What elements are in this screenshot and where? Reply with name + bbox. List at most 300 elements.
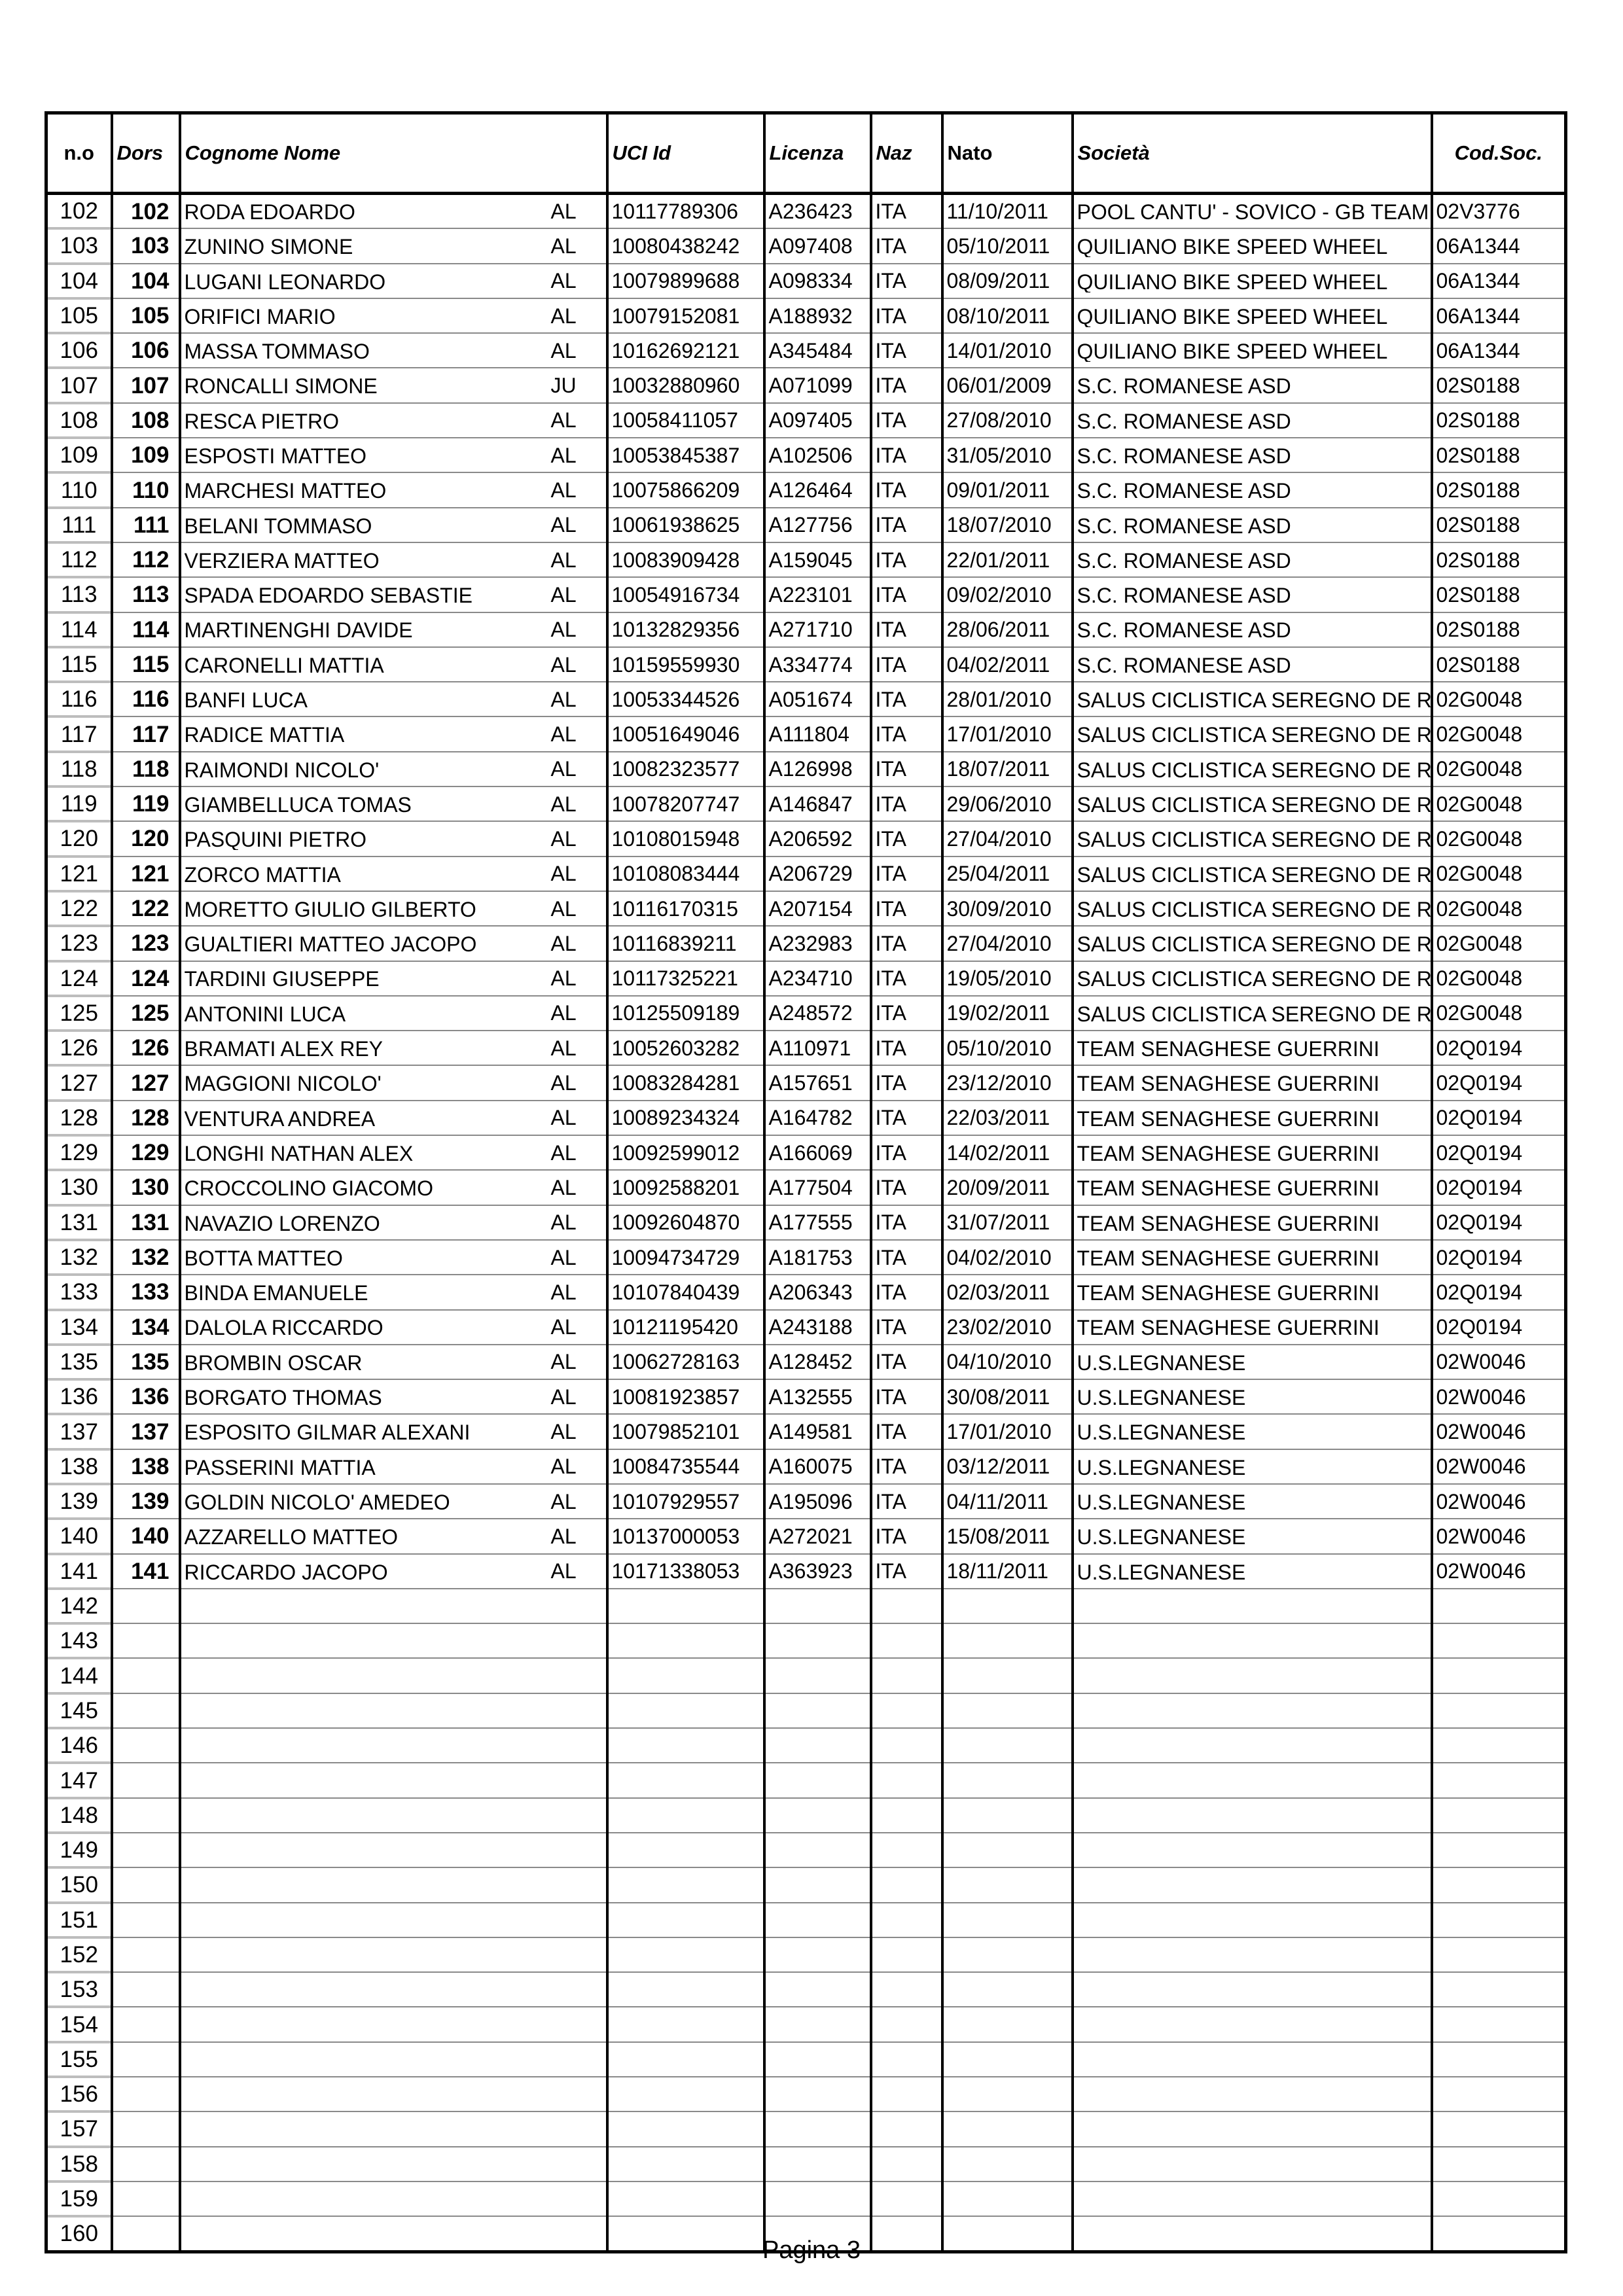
cell-nato: 04/02/2010 <box>942 1240 1073 1275</box>
cell-codsoc: 02Q0194 <box>1432 1170 1566 1205</box>
cell-licenza: A126464 <box>764 472 871 507</box>
cell-no: 150 <box>46 1867 112 1902</box>
cell-no: 134 <box>46 1310 112 1345</box>
cell-nato <box>942 2147 1073 2181</box>
cell-name <box>180 1101 607 1135</box>
cell-naz: ITA <box>871 1519 942 1553</box>
cell-dors: 126 <box>112 1031 180 1065</box>
cell-name <box>180 1589 607 1623</box>
cell-dors: 140 <box>112 1519 180 1553</box>
cell-uci-id: 10053344526 <box>607 682 764 716</box>
cell-name <box>180 1937 607 1972</box>
cell-no: 133 <box>46 1275 112 1309</box>
cell-nato: 23/02/2010 <box>942 1310 1073 1345</box>
cell-no: 122 <box>46 891 112 926</box>
cell-societa <box>1073 1310 1432 1345</box>
cell-uci-id: 10107929557 <box>607 1484 764 1519</box>
cell-licenza: A051674 <box>764 682 871 716</box>
cell-uci-id: 10083284281 <box>607 1065 764 1100</box>
cell-licenza: A206592 <box>764 821 871 856</box>
table-row <box>46 752 1566 786</box>
team-name: SALUS CICLISTICA SEREGNO DE R <box>1077 829 1432 851</box>
team-name: POOL CANTU' - SOVICO - GB TEAM <box>1077 202 1429 223</box>
cell-codsoc: 02S0188 <box>1432 612 1566 647</box>
cell-no: 140 <box>46 1519 112 1553</box>
table-row <box>46 1728 1566 1763</box>
table-row <box>46 1101 1566 1135</box>
table-row <box>46 891 1566 926</box>
cell-codsoc: 02S0188 <box>1432 647 1566 682</box>
cell-dors <box>112 2181 180 2216</box>
athlete-category: AL <box>550 478 577 503</box>
cell-societa <box>1073 2111 1432 2146</box>
cell-nato: 27/04/2010 <box>942 821 1073 856</box>
cell-naz: ITA <box>871 298 942 333</box>
cell-naz: ITA <box>871 821 942 856</box>
cell-naz <box>871 2007 942 2041</box>
cell-codsoc: 02G0048 <box>1432 716 1566 751</box>
table-row <box>46 368 1566 402</box>
cell-naz: ITA <box>871 1135 942 1170</box>
cell-nato <box>942 1658 1073 1693</box>
cell-no: 108 <box>46 403 112 438</box>
cell-name <box>180 403 607 438</box>
cell-licenza <box>764 2077 871 2111</box>
cell-naz: ITA <box>871 1345 942 1379</box>
header-codsoc: Cod.Soc. <box>1432 113 1566 194</box>
cell-no: 104 <box>46 264 112 298</box>
cell-name <box>180 1484 607 1519</box>
cell-name <box>180 508 607 542</box>
cell-naz: ITA <box>871 368 942 402</box>
athlete-category: AL <box>550 1140 577 1165</box>
cell-nato <box>942 2077 1073 2111</box>
table-row <box>46 926 1566 961</box>
cell-licenza <box>764 2042 871 2077</box>
cell-licenza: A234710 <box>764 961 871 996</box>
cell-nato: 28/06/2011 <box>942 612 1073 647</box>
cell-no: 153 <box>46 1972 112 2007</box>
athlete-name: MARCHESI MATTEO <box>184 480 387 502</box>
cell-nato: 31/05/2010 <box>942 438 1073 472</box>
cell-uci-id <box>607 1972 764 2007</box>
cell-dors: 114 <box>112 612 180 647</box>
cell-societa <box>1073 1763 1432 1797</box>
cell-name <box>180 298 607 333</box>
cell-naz <box>871 1693 942 1728</box>
cell-dors: 115 <box>112 647 180 682</box>
cell-name <box>180 1065 607 1100</box>
cell-codsoc: 02V3776 <box>1432 194 1566 229</box>
cell-naz: ITA <box>871 264 942 298</box>
cell-licenza: A207154 <box>764 891 871 926</box>
athlete-name: AZZARELLO MATTEO <box>184 1527 399 1548</box>
cell-naz: ITA <box>871 996 942 1031</box>
athlete-name: DALOLA RICCARDO <box>184 1317 383 1339</box>
athlete-category: AL <box>550 1106 577 1130</box>
cell-dors: 133 <box>112 1275 180 1309</box>
athlete-category: AL <box>550 1524 577 1548</box>
cell-no: 123 <box>46 926 112 961</box>
team-name: SALUS CICLISTICA SEREGNO DE R <box>1077 934 1432 955</box>
athlete-category: AL <box>550 652 577 677</box>
cell-dors: 109 <box>112 438 180 472</box>
cell-uci-id: 10058411057 <box>607 403 764 438</box>
cell-societa <box>1073 891 1432 926</box>
cell-nato: 03/12/2011 <box>942 1449 1073 1484</box>
athlete-category: AL <box>550 1280 577 1304</box>
cell-societa <box>1073 857 1432 891</box>
athlete-category: AL <box>550 1210 577 1235</box>
cell-uci-id: 10079852101 <box>607 1414 764 1449</box>
cell-nato: 14/01/2010 <box>942 333 1073 368</box>
cell-uci-id <box>607 1833 764 1867</box>
cell-licenza: A097408 <box>764 228 871 263</box>
cell-codsoc <box>1432 1833 1566 1867</box>
cell-naz <box>871 1903 942 1937</box>
cell-nato: 09/01/2011 <box>942 472 1073 507</box>
cell-societa <box>1073 1798 1432 1833</box>
cell-societa <box>1073 1693 1432 1728</box>
cell-dors: 107 <box>112 368 180 402</box>
cell-societa <box>1073 1170 1432 1205</box>
cell-licenza: A127756 <box>764 508 871 542</box>
cell-no: 125 <box>46 996 112 1031</box>
cell-no: 144 <box>46 1658 112 1693</box>
cell-no: 136 <box>46 1379 112 1414</box>
cell-naz: ITA <box>871 891 942 926</box>
cell-name <box>180 1693 607 1728</box>
athlete-category: AL <box>550 200 577 224</box>
athlete-name: ESPOSITO GILMAR ALEXANI <box>184 1422 471 1443</box>
cell-no: 109 <box>46 438 112 472</box>
cell-naz: ITA <box>871 1170 942 1205</box>
cell-societa <box>1073 1972 1432 2007</box>
cell-licenza: A363923 <box>764 1554 871 1589</box>
cell-name <box>180 926 607 961</box>
cell-codsoc: 06A1344 <box>1432 228 1566 263</box>
athlete-name: RODA EDOARDO <box>184 202 355 223</box>
cell-no: 128 <box>46 1101 112 1135</box>
cell-naz: ITA <box>871 1554 942 1589</box>
cell-licenza: A271710 <box>764 612 871 647</box>
table-row <box>46 716 1566 751</box>
table-row <box>46 2042 1566 2077</box>
cell-societa <box>1073 1728 1432 1763</box>
cell-codsoc: 02S0188 <box>1432 542 1566 577</box>
table-row <box>46 1798 1566 1833</box>
cell-dors: 135 <box>112 1345 180 1379</box>
cell-codsoc: 02Q0194 <box>1432 1310 1566 1345</box>
table-row <box>46 1519 1566 1553</box>
cell-uci-id: 10137000053 <box>607 1519 764 1553</box>
athlete-category: AL <box>550 234 577 258</box>
athlete-name: TARDINI GIUSEPPE <box>184 968 380 990</box>
cell-no: 103 <box>46 228 112 263</box>
cell-nato: 28/01/2010 <box>942 682 1073 716</box>
header-societa: Società <box>1073 113 1432 194</box>
cell-licenza <box>764 1623 871 1658</box>
cell-uci-id: 10080438242 <box>607 228 764 263</box>
athlete-name: VENTURA ANDREA <box>184 1108 376 1129</box>
cell-naz <box>871 1728 942 1763</box>
cell-societa <box>1073 2181 1432 2216</box>
team-name: QUILIANO BIKE SPEED WHEEL <box>1077 236 1388 258</box>
cell-dors: 119 <box>112 786 180 821</box>
cell-name <box>180 1519 607 1553</box>
cell-licenza: A146847 <box>764 786 871 821</box>
cell-name <box>180 1449 607 1484</box>
cell-codsoc: 06A1344 <box>1432 264 1566 298</box>
cell-codsoc: 02G0048 <box>1432 857 1566 891</box>
cell-codsoc <box>1432 1728 1566 1763</box>
athlete-name: SPADA EDOARDO SEBASTIE <box>184 585 473 607</box>
athlete-name: BORGATO THOMAS <box>184 1387 382 1409</box>
cell-societa <box>1073 1519 1432 1553</box>
cell-nato: 18/11/2011 <box>942 1554 1073 1589</box>
cell-licenza: A159045 <box>764 542 871 577</box>
table-row <box>46 1867 1566 1902</box>
cell-codsoc: 02W0046 <box>1432 1449 1566 1484</box>
cell-uci-id <box>607 2147 764 2181</box>
cell-dors <box>112 1763 180 1797</box>
table-row <box>46 2147 1566 2181</box>
cell-name <box>180 542 607 577</box>
cell-no: 130 <box>46 1170 112 1205</box>
cell-nato: 04/10/2010 <box>942 1345 1073 1379</box>
athlete-name: BANFI LUCA <box>184 690 308 711</box>
cell-societa <box>1073 2042 1432 2077</box>
table-row <box>46 298 1566 333</box>
cell-licenza: A071099 <box>764 368 871 402</box>
athlete-category: AL <box>550 1001 577 1025</box>
cell-codsoc <box>1432 1623 1566 1658</box>
cell-no: 154 <box>46 2007 112 2041</box>
cell-societa <box>1073 368 1432 402</box>
cell-naz: ITA <box>871 1379 942 1414</box>
cell-societa <box>1073 716 1432 751</box>
cell-nato <box>942 1903 1073 1937</box>
cell-nato: 30/09/2010 <box>942 891 1073 926</box>
team-name: S.C. ROMANESE ASD <box>1077 585 1291 607</box>
cell-licenza <box>764 1798 871 1833</box>
cell-naz: ITA <box>871 1065 942 1100</box>
table-row <box>46 1170 1566 1205</box>
cell-licenza: A248572 <box>764 996 871 1031</box>
cell-societa <box>1073 542 1432 577</box>
team-name: SALUS CICLISTICA SEREGNO DE R <box>1077 968 1432 990</box>
cell-uci-id: 10084735544 <box>607 1449 764 1484</box>
cell-uci-id <box>607 1589 764 1623</box>
cell-naz: ITA <box>871 1484 942 1519</box>
cell-no: 146 <box>46 1728 112 1763</box>
cell-name <box>180 857 607 891</box>
cell-name <box>180 1798 607 1833</box>
team-name: TEAM SENAGHESE GUERRINI <box>1077 1073 1380 1095</box>
table-row <box>46 1623 1566 1658</box>
athlete-category: AL <box>550 1175 577 1199</box>
cell-name <box>180 194 607 229</box>
cell-licenza <box>764 1693 871 1728</box>
table-row <box>46 1310 1566 1345</box>
cell-codsoc <box>1432 2147 1566 2181</box>
table-row <box>46 1763 1566 1797</box>
cell-nato: 18/07/2011 <box>942 752 1073 786</box>
cell-codsoc <box>1432 1693 1566 1728</box>
cell-societa <box>1073 1833 1432 1867</box>
athlete-name: LUGANI LEONARDO <box>184 271 386 292</box>
athlete-name: LONGHI NATHAN ALEX <box>184 1142 414 1164</box>
cell-codsoc <box>1432 1903 1566 1937</box>
cell-uci-id: 10032880960 <box>607 368 764 402</box>
table-row <box>46 786 1566 821</box>
athlete-name: BOTTA MATTEO <box>184 1247 343 1269</box>
cell-dors <box>112 1937 180 1972</box>
cell-dors <box>112 1589 180 1623</box>
cell-nato: 30/08/2011 <box>942 1379 1073 1414</box>
athlete-name: GIAMBELLUCA TOMAS <box>184 794 412 815</box>
cell-dors: 118 <box>112 752 180 786</box>
cell-codsoc <box>1432 1972 1566 2007</box>
cell-no: 107 <box>46 368 112 402</box>
cell-naz: ITA <box>871 647 942 682</box>
cell-societa <box>1073 1937 1432 1972</box>
cell-licenza: A164782 <box>764 1101 871 1135</box>
cell-societa <box>1073 612 1432 647</box>
cell-name <box>180 1240 607 1275</box>
cell-naz <box>871 1833 942 1867</box>
cell-nato: 31/07/2011 <box>942 1205 1073 1240</box>
cell-name <box>180 438 607 472</box>
cell-no: 137 <box>46 1414 112 1449</box>
cell-licenza: A149581 <box>764 1414 871 1449</box>
cell-licenza: A181753 <box>764 1240 871 1275</box>
cell-name <box>180 1658 607 1693</box>
cell-naz <box>871 2111 942 2146</box>
table-row <box>46 682 1566 716</box>
athlete-category: AL <box>550 1245 577 1269</box>
table-row <box>46 2007 1566 2041</box>
table-row <box>46 612 1566 647</box>
cell-uci-id <box>607 1623 764 1658</box>
cell-uci-id <box>607 1903 764 1937</box>
header-licenza: Licenza <box>764 113 871 194</box>
athlete-name: GOLDIN NICOLO' AMEDEO <box>184 1491 450 1513</box>
cell-no: 118 <box>46 752 112 786</box>
cell-naz: ITA <box>871 577 942 612</box>
cell-uci-id: 10079899688 <box>607 264 764 298</box>
cell-no: 124 <box>46 961 112 996</box>
athlete-name: ORIFICI MARIO <box>184 306 336 327</box>
athlete-category: AL <box>550 792 577 816</box>
cell-licenza: A126998 <box>764 752 871 786</box>
athlete-category: AL <box>550 548 577 572</box>
cell-licenza: A111804 <box>764 716 871 751</box>
table-body <box>46 194 1566 2252</box>
cell-licenza: A236423 <box>764 194 871 229</box>
athlete-name: CROCCOLINO GIACOMO <box>184 1178 433 1199</box>
cell-uci-id: 10108015948 <box>607 821 764 856</box>
cell-codsoc: 02Q0194 <box>1432 1135 1566 1170</box>
cell-dors: 137 <box>112 1414 180 1449</box>
table-row <box>46 1449 1566 1484</box>
cell-societa <box>1073 1379 1432 1414</box>
cell-naz <box>871 1658 942 1693</box>
cell-societa <box>1073 264 1432 298</box>
cell-societa <box>1073 1345 1432 1379</box>
cell-naz: ITA <box>871 961 942 996</box>
cell-nato: 25/04/2011 <box>942 857 1073 891</box>
cell-societa <box>1073 786 1432 821</box>
cell-naz: ITA <box>871 403 942 438</box>
cell-name <box>180 228 607 263</box>
cell-uci-id: 10117325221 <box>607 961 764 996</box>
cell-naz: ITA <box>871 1240 942 1275</box>
cell-naz: ITA <box>871 472 942 507</box>
cell-no: 115 <box>46 647 112 682</box>
table-row <box>46 996 1566 1031</box>
cell-name <box>180 1345 607 1379</box>
cell-licenza: A160075 <box>764 1449 871 1484</box>
cell-dors: 141 <box>112 1554 180 1589</box>
cell-nato <box>942 1972 1073 2007</box>
cell-naz: ITA <box>871 333 942 368</box>
cell-naz: ITA <box>871 682 942 716</box>
cell-uci-id <box>607 2111 764 2146</box>
cell-name <box>180 1903 607 1937</box>
cell-dors: 112 <box>112 542 180 577</box>
cell-licenza: A223101 <box>764 577 871 612</box>
cell-uci-id: 10116170315 <box>607 891 764 926</box>
table-row <box>46 438 1566 472</box>
cell-licenza: A098334 <box>764 264 871 298</box>
table-row <box>46 1937 1566 1972</box>
athlete-name: ZORCO MATTIA <box>184 864 341 885</box>
cell-codsoc: 02W0046 <box>1432 1345 1566 1379</box>
team-name: TEAM SENAGHESE GUERRINI <box>1077 1317 1380 1339</box>
cell-uci-id <box>607 1937 764 1972</box>
cell-uci-id <box>607 2007 764 2041</box>
cell-nato <box>942 2042 1073 2077</box>
cell-nato <box>942 1798 1073 1833</box>
cell-naz: ITA <box>871 228 942 263</box>
cell-naz: ITA <box>871 612 942 647</box>
cell-no: 110 <box>46 472 112 507</box>
cell-licenza <box>764 1867 871 1902</box>
cell-societa <box>1073 2007 1432 2041</box>
cell-no: 138 <box>46 1449 112 1484</box>
cell-codsoc <box>1432 1589 1566 1623</box>
cell-name <box>180 1379 607 1414</box>
header-uci: UCI Id <box>607 113 764 194</box>
team-name: TEAM SENAGHESE GUERRINI <box>1077 1282 1380 1304</box>
cell-no: 102 <box>46 194 112 229</box>
cell-licenza: A188932 <box>764 298 871 333</box>
table-row <box>46 1554 1566 1589</box>
cell-licenza: A243188 <box>764 1310 871 1345</box>
athlete-name: PASSERINI MATTIA <box>184 1457 376 1478</box>
table-row <box>46 508 1566 542</box>
team-name: S.C. ROMANESE ASD <box>1077 515 1291 537</box>
athlete-category: AL <box>550 687 577 711</box>
cell-codsoc: 02S0188 <box>1432 508 1566 542</box>
cell-licenza: A345484 <box>764 333 871 368</box>
cell-uci-id: 10092599012 <box>607 1135 764 1170</box>
team-name: TEAM SENAGHESE GUERRINI <box>1077 1247 1380 1269</box>
cell-licenza: A334774 <box>764 647 871 682</box>
cell-licenza: A206729 <box>764 857 871 891</box>
cell-societa <box>1073 926 1432 961</box>
